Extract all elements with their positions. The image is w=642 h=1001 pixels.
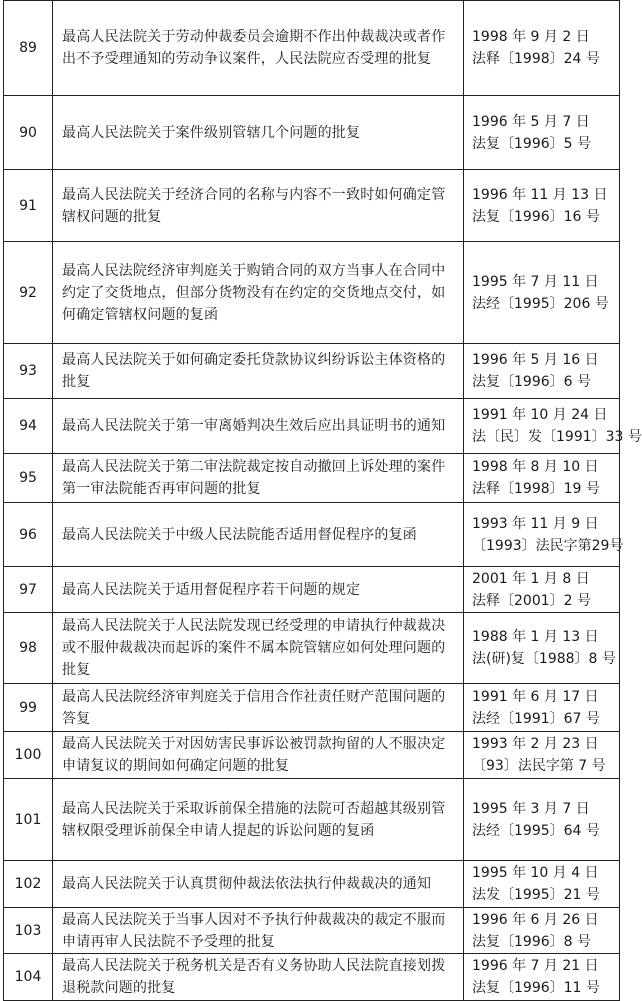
document-title: 最高人民法院经济审判庭关于购销合同的双方当事人在合同中约定了交货地点，但部分货物没有在约定的交货地点交付，如何确定管辖权问题的复函 xyxy=(53,242,464,344)
issue-info xyxy=(464,954,620,1001)
row-number: 100 xyxy=(4,732,53,779)
row-number: 93 xyxy=(4,344,53,399)
table-row xyxy=(4,567,620,613)
row-number: 95 xyxy=(4,454,53,503)
document-title: 最高人民法院关于案件级别管辖几个问题的批复 xyxy=(53,96,464,170)
table-row xyxy=(4,732,620,779)
table-row xyxy=(4,861,620,908)
document-title: 最高人民法院关于适用督促程序若干问题的规定 xyxy=(53,567,464,613)
document-number: 法复〔1996〕5 号 xyxy=(472,135,591,152)
row-number: 103 xyxy=(4,908,53,954)
table-row xyxy=(4,1,620,96)
document-title: 最高人民法院关于认真贯彻仲裁法依法执行仲裁裁决的通知 xyxy=(53,861,464,908)
document-number: 〔1993〕法民字第29号 xyxy=(472,537,624,554)
table-row xyxy=(4,344,620,399)
table-row xyxy=(4,170,620,242)
issue-info xyxy=(464,170,620,242)
document-title: 最高人民法院关于中级人民法院能否适用督促程序的复函 xyxy=(53,503,464,567)
document-title: 最高人民法院关于第二审法院裁定按自动撤回上诉处理的案件第一审法院能否再审问题的批复 xyxy=(53,454,464,503)
document-number: 法发〔1995〕21 号 xyxy=(472,887,600,903)
document-number: 法〔民〕发〔1991〕33 号 xyxy=(472,429,642,445)
issue-date: 1998 年 9 月 2 日 xyxy=(472,29,590,45)
document-title: 最高人民法院关于当事人因对不予执行仲裁裁决的裁定不服而申请再审人民法院不予受理的批复 xyxy=(53,908,464,954)
issue-date: 1996 年 5 月 16 日 xyxy=(472,352,599,368)
row-number: 104 xyxy=(4,954,53,1001)
document-title: 最高人民法院关于如何确定委托贷款协议纠纷诉讼主体资格的批复 xyxy=(53,344,464,399)
document-title: 最高人民法院经济审判庭关于信用合作社责任财产范围问题的答复 xyxy=(53,684,464,732)
row-number: 102 xyxy=(4,861,53,908)
issue-info xyxy=(464,908,620,954)
issue-info xyxy=(464,861,620,908)
issue-info xyxy=(464,96,620,170)
issue-info xyxy=(464,684,620,732)
document-table xyxy=(3,0,642,1001)
row-number: 98 xyxy=(4,613,53,684)
issue-date: 1995 年 3 月 7 日 xyxy=(472,800,590,817)
document-number: 法经〔1995〕206 号 xyxy=(472,295,609,312)
table-row xyxy=(4,684,620,732)
issue-date: 1988 年 1 月 13 日 xyxy=(472,629,599,645)
issue-date: 1995 年 7 月 11 日 xyxy=(472,273,599,290)
table-row xyxy=(4,242,620,344)
issue-info xyxy=(464,732,620,779)
issue-date: 2001 年 1 月 8 日 xyxy=(472,570,590,587)
issue-info xyxy=(464,613,620,684)
document-title: 最高人民法院关于劳动仲裁委员会逾期不作出仲裁裁决或者作出不予受理通知的劳动争议案件，人民法院应否受理的批复 xyxy=(53,1,464,96)
document-title: 最高人民法院关于经济合同的名称与内容不一致时如何确定管辖权问题的批复 xyxy=(53,170,464,242)
issue-info xyxy=(464,454,620,503)
row-number: 97 xyxy=(4,567,53,613)
document-number: 法复〔1996〕11 号 xyxy=(472,980,600,996)
row-number: 89 xyxy=(4,1,53,96)
issue-info xyxy=(464,779,620,861)
issue-date: 1993 年 11 月 9 日 xyxy=(472,515,599,532)
row-number: 99 xyxy=(4,684,53,732)
issue-info xyxy=(464,503,624,567)
table-row xyxy=(4,779,620,861)
row-number: 94 xyxy=(4,399,53,454)
document-title: 最高人民法院关于税务机关是否有义务协助人民法院直接划拨退税款问题的批复 xyxy=(53,954,464,1001)
document-number: 法复〔1996〕8 号 xyxy=(472,933,591,950)
issue-date: 1991 年 10 月 24 日 xyxy=(472,407,608,423)
document-title: 最高人民法院关于人民法院发现已经受理的申请执行仲裁裁决或不服仲裁裁决而起诉的案件不属本院管辖应如何处理问题的批复 xyxy=(53,613,464,684)
issue-info xyxy=(464,344,620,399)
row-number: 96 xyxy=(4,503,53,567)
document-number: 〔93〕法民字第 7 号 xyxy=(472,758,606,774)
table-row xyxy=(4,908,620,954)
table-row xyxy=(4,454,620,503)
issue-date: 1996 年 6 月 26 日 xyxy=(472,911,599,928)
document-number: 法经〔1991〕67 号 xyxy=(472,710,600,727)
row-number: 92 xyxy=(4,242,53,344)
issue-date: 1996 年 11 月 13 日 xyxy=(472,186,608,203)
table-row xyxy=(4,613,620,684)
issue-date: 1996 年 7 月 21 日 xyxy=(472,958,599,974)
issue-info xyxy=(464,1,620,96)
document-title: 最高人民法院关于第一审离婚判决生效后应出具证明书的通知 xyxy=(53,399,464,454)
issue-info xyxy=(464,399,642,454)
issue-date: 1995 年 10 月 4 日 xyxy=(472,865,599,881)
table-row xyxy=(4,503,620,567)
document-number: 法释〔1998〕24 号 xyxy=(472,51,600,67)
issue-date: 1998 年 8 月 10 日 xyxy=(472,459,599,475)
row-number: 91 xyxy=(4,170,53,242)
issue-date: 1996 年 5 月 7 日 xyxy=(472,113,590,130)
table-row xyxy=(4,954,620,1001)
document-number: 法复〔1996〕16 号 xyxy=(472,208,600,225)
document-number: 法经〔1995〕64 号 xyxy=(472,822,600,839)
document-number: 法释〔1998〕19 号 xyxy=(472,481,600,497)
document-number: 法释〔2001〕2 号 xyxy=(472,592,591,609)
table-row xyxy=(4,399,620,454)
document-number: 法复〔1996〕6 号 xyxy=(472,374,591,390)
issue-info xyxy=(464,567,620,613)
document-number: 法(研)复〔1988〕8 号 xyxy=(472,651,616,667)
row-number: 90 xyxy=(4,96,53,170)
issue-date: 1991 年 6 月 17 日 xyxy=(472,688,599,705)
table-row xyxy=(4,96,620,170)
issue-date: 1993 年 2 月 23 日 xyxy=(472,736,599,752)
document-title: 最高人民法院关于对因妨害民事诉讼被罚款拘留的人不服决定申请复议的期间如何确定问题的批复 xyxy=(53,732,464,779)
row-number: 101 xyxy=(4,779,53,861)
issue-info xyxy=(464,242,620,344)
document-title: 最高人民法院关于采取诉前保全措施的法院可否超越其级别管辖权限受理诉前保全申请人提起的诉讼问题的复函 xyxy=(53,779,464,861)
